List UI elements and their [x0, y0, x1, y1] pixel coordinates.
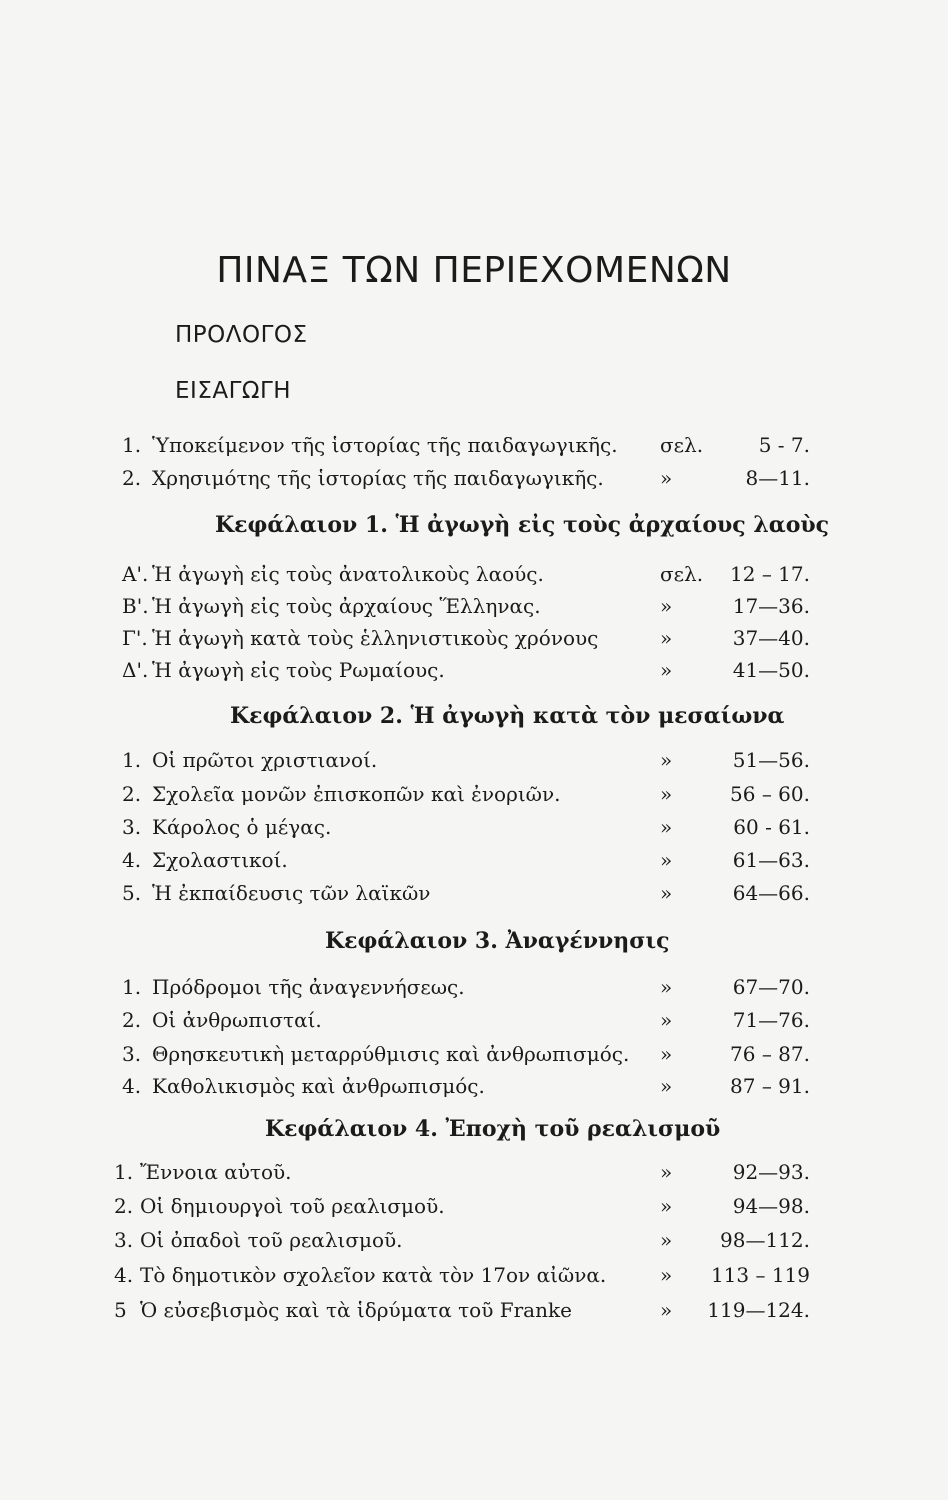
entry-ref: » — [660, 594, 673, 618]
entry-ref: » — [660, 1074, 673, 1098]
entry-text: Καθολικισμὸς καὶ ἀνθρωπισμός. — [152, 1074, 485, 1098]
entry-number: Β'. — [122, 594, 149, 618]
entry-ref: » — [660, 466, 673, 490]
entry-number: 5. — [122, 881, 142, 905]
entry-text: Σχολαστικοί. — [152, 848, 288, 872]
toc-entry — [0, 1263, 948, 1293]
entry-ref: » — [660, 1008, 673, 1032]
entry-text: Τὸ δημοτικὸν σχολεῖον κατὰ τὸν 17ον αἰῶνα. — [140, 1263, 607, 1287]
introduction-heading: ΕΙΣΑΓΩΓΗ — [175, 378, 292, 404]
entry-pages: 76 – 87. — [730, 1042, 810, 1066]
entry-pages: 5 - 7. — [758, 433, 810, 457]
entry-number: 1. — [114, 1160, 134, 1184]
toc-entry — [0, 626, 948, 656]
entry-ref: » — [660, 1194, 673, 1218]
entry-number: Α'. — [122, 562, 149, 586]
entry-number: Γ'. — [122, 626, 148, 650]
entry-pages: 67—70. — [732, 975, 810, 999]
entry-number: 2. — [122, 782, 142, 806]
toc-entry — [0, 433, 948, 463]
toc-entry — [0, 815, 948, 845]
entry-text: Χρησιμότης τῆς ἱστορίας τῆς παιδαγωγικῆς. — [152, 466, 604, 490]
entry-number: 4. — [114, 1263, 134, 1287]
entry-text: Κάρολος ὁ μέγας. — [152, 815, 332, 839]
chapter-title: Κεφάλαιον 3. Ἀναγέννησις — [325, 928, 670, 954]
toc-entry — [0, 658, 948, 688]
chapter-title: Κεφάλαιον 2. Ἡ ἀγωγὴ κατὰ τὸν μεσαίωνα — [230, 703, 785, 729]
entry-text: Ὑποκείμενον τῆς ἱστορίας τῆς παιδαγωγικῆς. — [152, 433, 618, 457]
entry-text: Ὁ εὐσεβισμὸς καὶ τὰ ἱδρύματα τοῦ Franke — [140, 1298, 572, 1322]
toc-entry — [0, 1194, 948, 1224]
toc-entry — [0, 1228, 948, 1258]
entry-pages: 119—124. — [707, 1298, 810, 1322]
entry-number: 2. — [114, 1194, 134, 1218]
entry-pages: 37—40. — [732, 626, 810, 650]
toc-entry — [0, 881, 948, 911]
entry-ref: » — [660, 1042, 673, 1066]
entry-number: 2. — [122, 1008, 142, 1032]
entry-text: Ἡ ἀγωγὴ εἰς τοὺς Ρωμαίους. — [152, 658, 445, 682]
entry-pages: 94—98. — [732, 1194, 810, 1218]
entry-number: 2. — [122, 466, 142, 490]
entry-text: Οἱ ἀνθρωπισταί. — [152, 1008, 322, 1032]
entry-pages: 17—36. — [732, 594, 810, 618]
entry-number: 3. — [122, 815, 142, 839]
entry-ref: » — [660, 1263, 673, 1287]
entry-pages: 51—56. — [732, 748, 810, 772]
entry-pages: 64—66. — [732, 881, 810, 905]
entry-ref: » — [660, 1228, 673, 1252]
entry-ref: σελ. — [660, 433, 704, 457]
entry-ref: » — [660, 1160, 673, 1184]
entry-pages: 8—11. — [745, 466, 810, 490]
toc-entry — [0, 1298, 948, 1328]
entry-pages: 98—112. — [720, 1228, 810, 1252]
entry-number: 3. — [122, 1042, 142, 1066]
entry-ref: » — [660, 748, 673, 772]
entry-ref: » — [660, 626, 673, 650]
entry-pages: 60 - 61. — [733, 815, 810, 839]
entry-pages: 87 – 91. — [730, 1074, 810, 1098]
entry-ref: » — [660, 658, 673, 682]
toc-entry — [0, 562, 948, 592]
entry-pages: 12 – 17. — [730, 562, 810, 586]
entry-number: 1. — [122, 975, 142, 999]
entry-number: 5 — [114, 1298, 127, 1322]
entry-ref: σελ. — [660, 562, 704, 586]
entry-pages: 92—93. — [732, 1160, 810, 1184]
entry-ref: » — [660, 975, 673, 999]
chapter-title: Κεφάλαιον 4. Ἐποχὴ τοῦ ρεαλισμοῦ — [265, 1116, 721, 1142]
entry-text: Θρησκευτικὴ μεταρρύθμισις καὶ ἀνθρωπισμός. — [152, 1042, 630, 1066]
entry-text: Πρόδρομοι τῆς ἀναγεννήσεως. — [152, 975, 465, 999]
entry-pages: 113 – 119 — [710, 1263, 810, 1287]
toc-entry — [0, 782, 948, 812]
entry-pages: 56 – 60. — [730, 782, 810, 806]
entry-text: Ἡ ἐκπαίδευσις τῶν λαϊκῶν — [152, 881, 431, 905]
page-title: ΠΙΝΑΞ ΤΩΝ ΠΕΡΙΕΧΟΜΕΝΩΝ — [216, 250, 732, 291]
entry-ref: » — [660, 782, 673, 806]
entry-text: Οἱ ὀπαδοὶ τοῦ ρεαλισμοῦ. — [140, 1228, 403, 1252]
entry-text: Οἱ δημιουργοὶ τοῦ ρεαλισμοῦ. — [140, 1194, 445, 1218]
entry-ref: » — [660, 1298, 673, 1322]
entry-number: 1. — [122, 433, 142, 457]
entry-number: 4. — [122, 848, 142, 872]
toc-entry — [0, 1042, 948, 1072]
entry-text: Ἔννοια αὐτοῦ. — [140, 1160, 292, 1184]
entry-text: Ἡ ἀγωγὴ εἰς τοὺς ἀρχαίους Ἕλληνας. — [152, 594, 541, 618]
entry-text: Ἡ ἀγωγὴ εἰς τοὺς ἀνατολικοὺς λαούς. — [152, 562, 544, 586]
entry-ref: » — [660, 848, 673, 872]
entry-pages: 41—50. — [732, 658, 810, 682]
toc-entry — [0, 594, 948, 624]
toc-entry — [0, 1074, 948, 1104]
entry-text: Σχολεῖα μονῶν ἐπισκοπῶν καὶ ἐνοριῶν. — [152, 782, 561, 806]
entry-text: Ἡ ἀγωγὴ κατὰ τοὺς ἑλληνιστικοὺς χρόνους — [152, 626, 599, 650]
entry-number: 3. — [114, 1228, 134, 1252]
prologue-heading: ΠΡΟΛΟΓΟΣ — [175, 322, 308, 348]
entry-ref: » — [660, 881, 673, 905]
toc-entry — [0, 466, 948, 496]
entry-text: Οἱ πρῶτοι χριστιανοί. — [152, 748, 378, 772]
toc-entry — [0, 1008, 948, 1038]
toc-entry — [0, 848, 948, 878]
entry-number: Δ'. — [122, 658, 149, 682]
entry-number: 1. — [122, 748, 142, 772]
chapter-title: Κεφάλαιον 1. Ἡ ἀγωγὴ εἰς τοὺς ἀρχαίους λαοὺς — [215, 512, 830, 538]
toc-entry — [0, 975, 948, 1005]
toc-entry — [0, 748, 948, 778]
toc-entry — [0, 1160, 948, 1190]
entry-pages: 71—76. — [732, 1008, 810, 1032]
entry-pages: 61—63. — [732, 848, 810, 872]
entry-number: 4. — [122, 1074, 142, 1098]
entry-ref: » — [660, 815, 673, 839]
